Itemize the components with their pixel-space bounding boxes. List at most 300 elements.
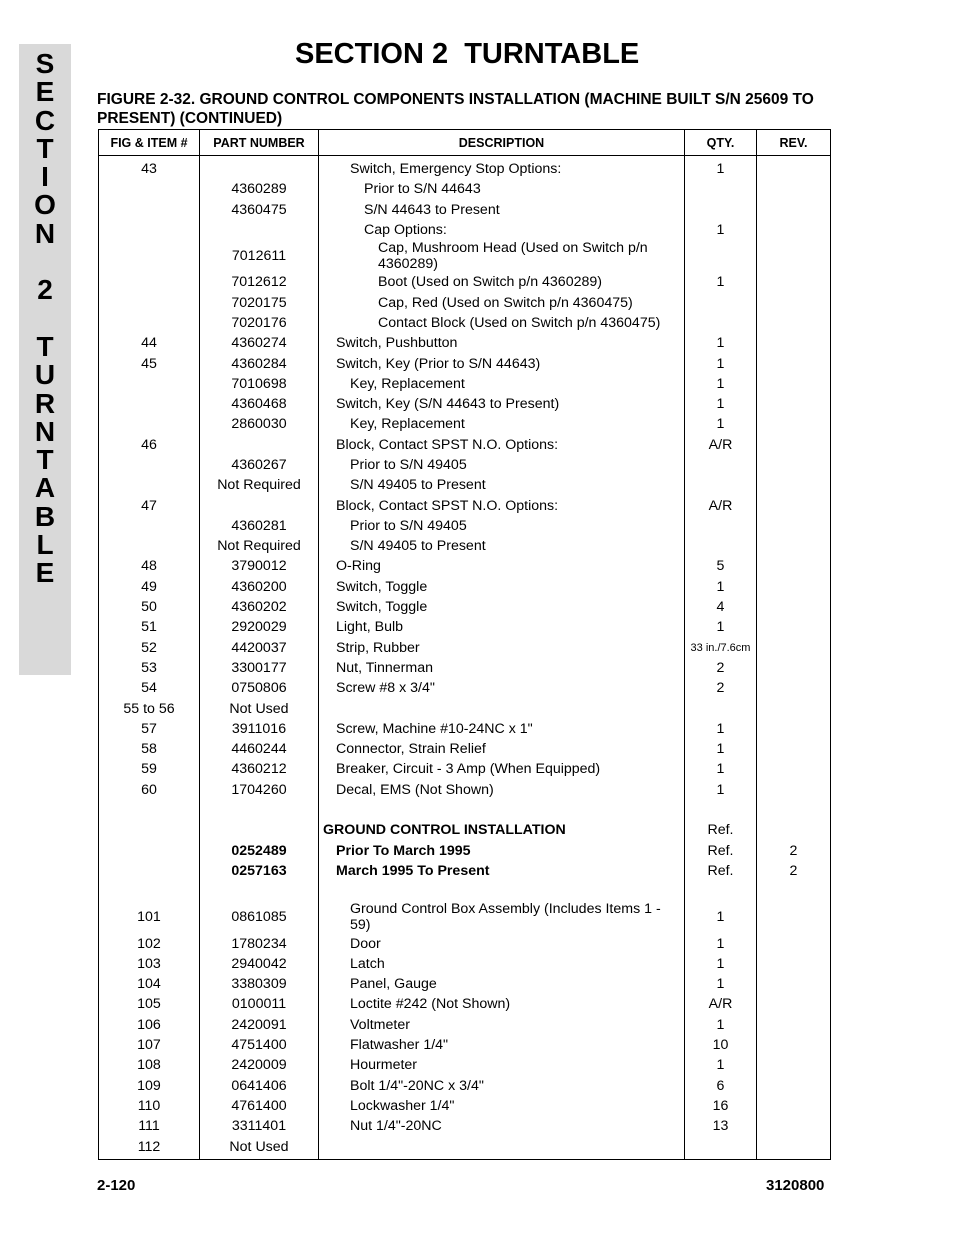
rev-cell [757,1116,831,1136]
part-number-cell: 0252489 [200,841,319,861]
fig-item-cell [99,861,200,881]
table-row [99,495,831,515]
description-cell: Light, Bulb [319,617,685,637]
fig-item-cell [99,841,200,861]
fig-item-cell: 107 [99,1035,200,1055]
part-number-cell: 7010698 [200,374,319,394]
fig-item-cell: 44 [99,333,200,353]
fig-item-cell: 58 [99,739,200,759]
rev-cell [757,820,831,840]
description-cell: Hourmeter [319,1055,685,1075]
fig-item-cell: 104 [99,974,200,994]
header-fig-item: FIG & ITEM # [99,130,200,156]
table-row [99,536,831,556]
description-cell: Cap, Mushroom Head (Used on Switch p/n 4360289) [319,240,685,272]
side-tab-letter: I [41,161,49,193]
description-cell: Lockwasher 1/4" [319,1096,685,1116]
fig-item-cell: 112 [99,1136,200,1159]
table-row [99,455,831,475]
table-row [99,1075,831,1095]
rev-cell [757,179,831,199]
table-row [99,313,831,333]
part-number-cell [200,800,319,820]
fig-item-cell [99,881,200,901]
section-title: SECTION 2 TURNTABLE [295,38,640,70]
part-number-cell: 4360200 [200,577,319,597]
fig-item-cell: 109 [99,1075,200,1095]
rev-cell [757,556,831,576]
qty-cell [685,292,757,312]
rev-cell [757,1015,831,1035]
rev-cell [757,1055,831,1075]
side-tab-letter [19,305,71,333]
part-number-cell: 4460244 [200,739,319,759]
rev-cell [757,901,831,933]
part-number-cell: Not Used [200,698,319,718]
side-tab-letter: E [35,76,55,108]
side-tab-letter: S [35,48,55,79]
table-row [99,638,831,658]
qty-cell [685,200,757,220]
rev-cell [757,374,831,394]
qty-cell: Ref. [685,841,757,861]
part-number-cell: 0257163 [200,861,319,881]
part-number-cell: 4360289 [200,179,319,199]
part-number-cell: 4360284 [200,353,319,373]
rev-cell [757,719,831,739]
table-row [99,179,831,199]
qty-cell: 33 in./7.6cm [685,638,757,658]
table-row [99,1096,831,1116]
fig-item-cell: 50 [99,597,200,617]
rev-cell [757,455,831,475]
description-cell: S/N 49405 to Present [319,475,685,495]
rev-cell [757,200,831,220]
description-cell [319,1136,685,1159]
header-part-number: PART NUMBER [200,130,319,156]
part-number-cell: 0750806 [200,678,319,698]
part-number-cell [200,495,319,515]
table-row [99,861,831,881]
fig-item-cell: 111 [99,1116,200,1136]
qty-cell: Ref. [685,861,757,881]
rev-cell [757,800,831,820]
description-cell [319,698,685,718]
qty-cell: A/R [685,495,757,515]
rev-cell [757,435,831,455]
part-number-cell: 7012611 [200,240,319,272]
rev-cell [757,678,831,698]
side-tab-letter: C [34,104,56,136]
qty-cell: 5 [685,556,757,576]
rev-cell [757,638,831,658]
rev-cell [757,394,831,414]
parts-table [98,129,831,1160]
part-number-cell: 2420091 [200,1015,319,1035]
fig-item-cell: 46 [99,435,200,455]
rev-cell [757,1136,831,1159]
table-row [99,994,831,1014]
qty-cell: 6 [685,1075,757,1095]
side-tab-letter: B [34,500,56,532]
description-cell: Prior To March 1995 [319,841,685,861]
description-cell: Screw, Machine #10-24NC x 1" [319,719,685,739]
qty-cell: A/R [685,994,757,1014]
part-number-cell: 4360274 [200,333,319,353]
qty-cell: 1 [685,759,757,779]
part-number-cell [200,820,319,840]
fig-item-cell [99,313,200,333]
table-row [99,292,831,312]
qty-cell [685,800,757,820]
part-number-cell: 2860030 [200,414,319,434]
side-tab-letter: R [34,387,56,419]
table-row [99,658,831,678]
figure-title: FIGURE 2-32. GROUND CONTROL COMPONENTS INSTALLATION (MACHINE BUILT S/N 25609 TO PRESENT) (CONTINUED) [97,91,814,127]
rev-cell [757,739,831,759]
rev-cell [757,617,831,637]
table-row [99,1116,831,1136]
side-tab-letter: T [36,444,54,476]
description-cell: Cap Options: [319,220,685,240]
fig-item-cell [99,455,200,475]
description-cell: GROUND CONTROL INSTALLATION [319,820,685,840]
fig-item-cell: 49 [99,577,200,597]
part-number-cell: 4360281 [200,516,319,536]
qty-cell: 1 [685,1015,757,1035]
table-row [99,780,831,800]
table-row [99,974,831,994]
qty-cell [685,1136,757,1159]
side-tab-letter: N [34,217,56,249]
table-row [99,200,831,220]
qty-cell: 2 [685,678,757,698]
fig-item-cell: 102 [99,933,200,953]
rev-cell [757,577,831,597]
rev-cell [757,881,831,901]
part-number-cell: 4761400 [200,1096,319,1116]
section-side-tab [19,44,71,675]
description-cell: Prior to S/N 49405 [319,455,685,475]
rev-cell [757,780,831,800]
fig-item-cell: 52 [99,638,200,658]
rev-cell [757,658,831,678]
description-cell: Breaker, Circuit - 3 Amp (When Equipped) [319,759,685,779]
rev-cell [757,333,831,353]
qty-cell: 1 [685,1055,757,1075]
part-number-cell: 0861085 [200,901,319,933]
qty-cell: 1 [685,719,757,739]
description-cell: Latch [319,954,685,974]
fig-item-cell: 51 [99,617,200,637]
fig-item-cell: 60 [99,780,200,800]
fig-item-cell: 47 [99,495,200,515]
table-row [99,272,831,292]
fig-item-cell [99,220,200,240]
side-tab-letters [19,50,71,588]
side-tab-letter: E [35,557,55,589]
description-cell: Nut 1/4"-20NC [319,1116,685,1136]
table-row [99,617,831,637]
description-cell: Panel, Gauge [319,974,685,994]
rev-cell [757,974,831,994]
description-cell: Connector, Strain Relief [319,739,685,759]
qty-cell: 1 [685,577,757,597]
fig-item-cell [99,374,200,394]
qty-cell: 1 [685,156,757,180]
fig-item-cell [99,179,200,199]
fig-item-cell: 45 [99,353,200,373]
table-row [99,841,831,861]
qty-cell [685,516,757,536]
qty-cell [685,179,757,199]
qty-cell: 1 [685,739,757,759]
table-row [99,954,831,974]
rev-cell [757,536,831,556]
description-cell: Bolt 1/4"-20NC x 3/4" [319,1075,685,1095]
header-qty: QTY. [685,130,757,156]
part-number-cell: 4420037 [200,638,319,658]
qty-cell: A/R [685,435,757,455]
part-number-cell: 3911016 [200,719,319,739]
part-number-cell: 4360202 [200,597,319,617]
description-cell: Voltmeter [319,1015,685,1035]
part-number-cell: Not Used [200,1136,319,1159]
side-tab-letter: N [34,415,56,447]
qty-cell [685,240,757,272]
description-cell: Block, Contact SPST N.O. Options: [319,495,685,515]
side-tab-letter: A [34,472,56,504]
description-cell: Block, Contact SPST N.O. Options: [319,435,685,455]
fig-item-cell: 105 [99,994,200,1014]
qty-cell [685,536,757,556]
rev-cell [757,272,831,292]
qty-cell: 2 [685,658,757,678]
description-cell: Ground Control Box Assembly (Includes Items 1 - 59) [319,901,685,933]
rev-cell [757,933,831,953]
rev-cell [757,698,831,718]
qty-cell: Ref. [685,820,757,840]
table-row [99,220,831,240]
description-cell: Loctite #242 (Not Shown) [319,994,685,1014]
qty-cell: 1 [685,394,757,414]
table-row [99,678,831,698]
table-row [99,759,831,779]
table-row [99,800,831,820]
part-number-cell: Not Required [200,475,319,495]
fig-item-cell: 43 [99,156,200,180]
description-cell: Decal, EMS (Not Shown) [319,780,685,800]
fig-item-cell [99,820,200,840]
fig-item-cell [99,292,200,312]
fig-item-cell: 101 [99,901,200,933]
rev-cell [757,994,831,1014]
part-number-cell: 7020176 [200,313,319,333]
part-number-cell: 4751400 [200,1035,319,1055]
table-row [99,556,831,576]
description-cell: March 1995 To Present [319,861,685,881]
table-row [99,901,831,933]
qty-cell: 1 [685,272,757,292]
rev-cell [757,353,831,373]
table-row [99,475,831,495]
qty-cell: 1 [685,954,757,974]
side-tab-letter: O [34,189,56,221]
fig-item-cell [99,200,200,220]
fig-item-cell: 48 [99,556,200,576]
part-number-cell: 1704260 [200,780,319,800]
part-number-cell: 7012612 [200,272,319,292]
parts-table-body [99,156,831,1160]
qty-cell: 13 [685,1116,757,1136]
fig-item-cell: 108 [99,1055,200,1075]
side-tab-letter: U [34,359,56,391]
rev-cell [757,156,831,180]
table-row [99,698,831,718]
rev-cell [757,313,831,333]
table-row [99,414,831,434]
description-cell: Cap, Red (Used on Switch p/n 4360475) [319,292,685,312]
header-description: DESCRIPTION [319,130,685,156]
description-cell: Boot (Used on Switch p/n 4360289) [319,272,685,292]
qty-cell: 1 [685,374,757,394]
table-row [99,739,831,759]
fig-item-cell: 106 [99,1015,200,1035]
rev-cell [757,475,831,495]
description-cell: Key, Replacement [319,414,685,434]
table-row [99,435,831,455]
part-number-cell: 3790012 [200,556,319,576]
description-cell: S/N 49405 to Present [319,536,685,556]
rev-cell [757,1096,831,1116]
table-row [99,240,831,272]
side-tab-letter: T [36,330,54,362]
table-row [99,333,831,353]
description-cell: Contact Block (Used on Switch p/n 4360475) [319,313,685,333]
parts-table-header [99,130,831,156]
part-number-cell: 2420009 [200,1055,319,1075]
part-number-cell [200,881,319,901]
description-cell: Switch, Emergency Stop Options: [319,156,685,180]
qty-cell: 1 [685,933,757,953]
rev-cell [757,759,831,779]
table-row [99,516,831,536]
description-cell: S/N 44643 to Present [319,200,685,220]
table-row [99,597,831,617]
fig-item-cell [99,516,200,536]
table-row [99,156,831,180]
description-cell: Key, Replacement [319,374,685,394]
part-number-cell [200,435,319,455]
part-number-cell: 3300177 [200,658,319,678]
part-number-cell: 4360468 [200,394,319,414]
fig-item-cell [99,394,200,414]
description-cell: Switch, Pushbutton [319,333,685,353]
table-row [99,820,831,840]
table-row [99,353,831,373]
qty-cell: 1 [685,414,757,434]
table-row [99,374,831,394]
description-cell: Screw #8 x 3/4" [319,678,685,698]
qty-cell: 1 [685,901,757,933]
part-number-cell [200,156,319,180]
table-row [99,577,831,597]
table-row [99,1035,831,1055]
fig-item-cell [99,272,200,292]
description-cell: Prior to S/N 49405 [319,516,685,536]
rev-cell [757,516,831,536]
rev-cell [757,292,831,312]
part-number-cell: 4360267 [200,455,319,475]
description-cell: Switch, Toggle [319,597,685,617]
rev-cell [757,240,831,272]
fig-item-cell [99,240,200,272]
table-row [99,719,831,739]
description-cell [319,800,685,820]
rev-cell [757,954,831,974]
part-number-cell: 4360475 [200,200,319,220]
description-cell: O-Ring [319,556,685,576]
part-number-cell: 0100011 [200,994,319,1014]
description-cell: Switch, Key (S/N 44643 to Present) [319,394,685,414]
part-number-cell: 7020175 [200,292,319,312]
qty-cell [685,455,757,475]
qty-cell: 1 [685,780,757,800]
fig-item-cell: 57 [99,719,200,739]
description-cell: Flatwasher 1/4" [319,1035,685,1055]
fig-item-cell [99,536,200,556]
fig-item-cell: 53 [99,658,200,678]
fig-item-cell: 110 [99,1096,200,1116]
fig-item-cell [99,475,200,495]
qty-cell [685,475,757,495]
table-row [99,933,831,953]
side-tab-letter: 2 [37,274,53,306]
qty-cell: 1 [685,974,757,994]
table-row [99,1136,831,1159]
rev-cell: 2 [757,841,831,861]
part-number-cell: 2940042 [200,954,319,974]
document-number: 3120800 [766,1177,825,1194]
rev-cell [757,495,831,515]
table-row [99,394,831,414]
part-number-cell: 2920029 [200,617,319,637]
rev-cell [757,1075,831,1095]
fig-item-cell [99,800,200,820]
side-tab-letter: L [36,529,54,561]
part-number-cell: 3311401 [200,1116,319,1136]
page-number: 2-120 [97,1177,136,1194]
rev-cell [757,1035,831,1055]
side-tab-letter [19,248,71,276]
part-number-cell: Not Required [200,536,319,556]
qty-cell: 1 [685,333,757,353]
part-number-cell: 1780234 [200,933,319,953]
table-row [99,1015,831,1035]
description-cell: Door [319,933,685,953]
description-cell: Strip, Rubber [319,638,685,658]
side-tab-letter: T [36,132,54,164]
header-rev: REV. [757,130,831,156]
part-number-cell [200,220,319,240]
qty-cell: 4 [685,597,757,617]
table-row [99,1055,831,1075]
qty-cell [685,881,757,901]
qty-cell: 16 [685,1096,757,1116]
table-row [99,881,831,901]
fig-item-cell: 55 to 56 [99,698,200,718]
description-cell: Switch, Toggle [319,577,685,597]
